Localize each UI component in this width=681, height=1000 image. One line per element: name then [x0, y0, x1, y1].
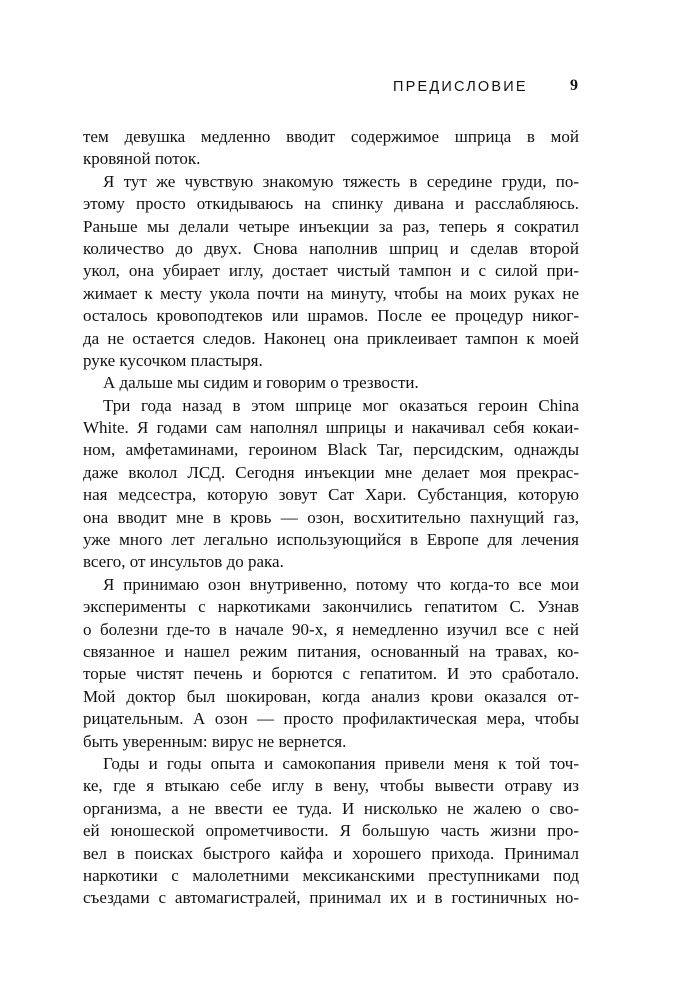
text-line: жимает к месту укола почти на минуту, чтобы на моих руках не — [83, 283, 579, 303]
page-number: 9 — [570, 77, 578, 94]
text-line: Я принимаю озон внутривенно, потому что когда-то все мои — [103, 574, 579, 594]
text-line: рицательным. А озон — просто профилактическая мера, чтобы — [83, 709, 579, 729]
text-line: уже много лет легально использующийся в Европе для лечения — [83, 530, 579, 550]
text-line: Годы и годы опыта и самокопания привели меня к той точ- — [103, 753, 579, 773]
text-line: связанное и нашел режим питания, основанный на травах, ко- — [83, 641, 579, 661]
text-line: она вводит мне в кровь — озон, восхитительно пахнущий газ, — [83, 507, 579, 527]
text-line: о болезни где-то в начале 90-х, я немедленно изучил все с ней — [83, 619, 579, 639]
text-line: да не остается следов. Наконец она приклеивает тампон к моей — [83, 328, 579, 348]
text-line: укол, она убирает иглу, достает чистый тампон и с силой при- — [83, 261, 579, 281]
text-line: количество до двух. Снова наполнив шприц и сделав второй — [83, 238, 579, 258]
text-line: Я тут же чувствую знакомую тяжесть в середине груди, по- — [103, 171, 579, 191]
text-line: организма, а не ввести ее туда. И нисколько не жалею о сво- — [83, 798, 579, 818]
text-line: эксперименты с наркотиками закончились гепатитом С. Узнав — [83, 597, 579, 617]
text-line: ном, амфетаминами, героином Black Tar, персидским, однажды — [83, 440, 579, 460]
text-line: всего, от инсультов до рака. — [83, 552, 284, 572]
text-line: тем девушка медленно вводит содержимое шприца в мой — [83, 127, 579, 146]
text-line: вел в поисках быстрого кайфа и хорошего прихода. Принимал — [83, 843, 579, 863]
text-line: А дальше мы сидим и говорим о трезвости. — [103, 373, 419, 393]
text-line: торые чистят печень и борются с гепатитом. И это сработало. — [83, 664, 579, 684]
text-line: ке, где я втыкаю себе иглу в вену, чтобы вывести отраву из — [83, 776, 579, 796]
text-line: съездами с автомагистралей, принимал их и в гостиничных но- — [83, 888, 579, 908]
text-line: даже вколол ЛСД. Сегодня инъекции мне делает моя прекрас- — [83, 462, 579, 482]
text-line: ная медсестра, которую зовут Сат Хари. Субстанция, которую — [83, 485, 579, 505]
text-line: White. Я годами сам наполнял шприцы и накачивал себя кокаи- — [83, 418, 579, 438]
text-line: Три года назад в этом шприце мог оказаться героин China — [103, 395, 579, 415]
text-line: ей юношеской опрометчивости. Я большую часть жизни про- — [83, 821, 579, 841]
text-line: этому просто откидываюсь на спинку дивана и расслабляюсь. — [83, 194, 579, 214]
text-line: Мой доктор был шокирован, когда анализ крови оказался от- — [83, 686, 579, 706]
text-line: кровяной поток. — [83, 149, 201, 169]
text-line: осталось кровоподтеков или шрамов. После ее процедур никог- — [83, 306, 579, 326]
text-line: быть уверенным: вирус не вернется. — [83, 731, 347, 751]
text-line: наркотики с малолетними мексиканскими преступниками под — [83, 865, 579, 885]
running-title: ПРЕДИСЛОВИЕ — [393, 79, 528, 95]
text-line: руке кусочком пластыря. — [83, 350, 263, 370]
text-line: Раньше мы делали четыре инъекции за раз, теперь я сократил — [83, 216, 579, 236]
body-text — [83, 126, 579, 910]
